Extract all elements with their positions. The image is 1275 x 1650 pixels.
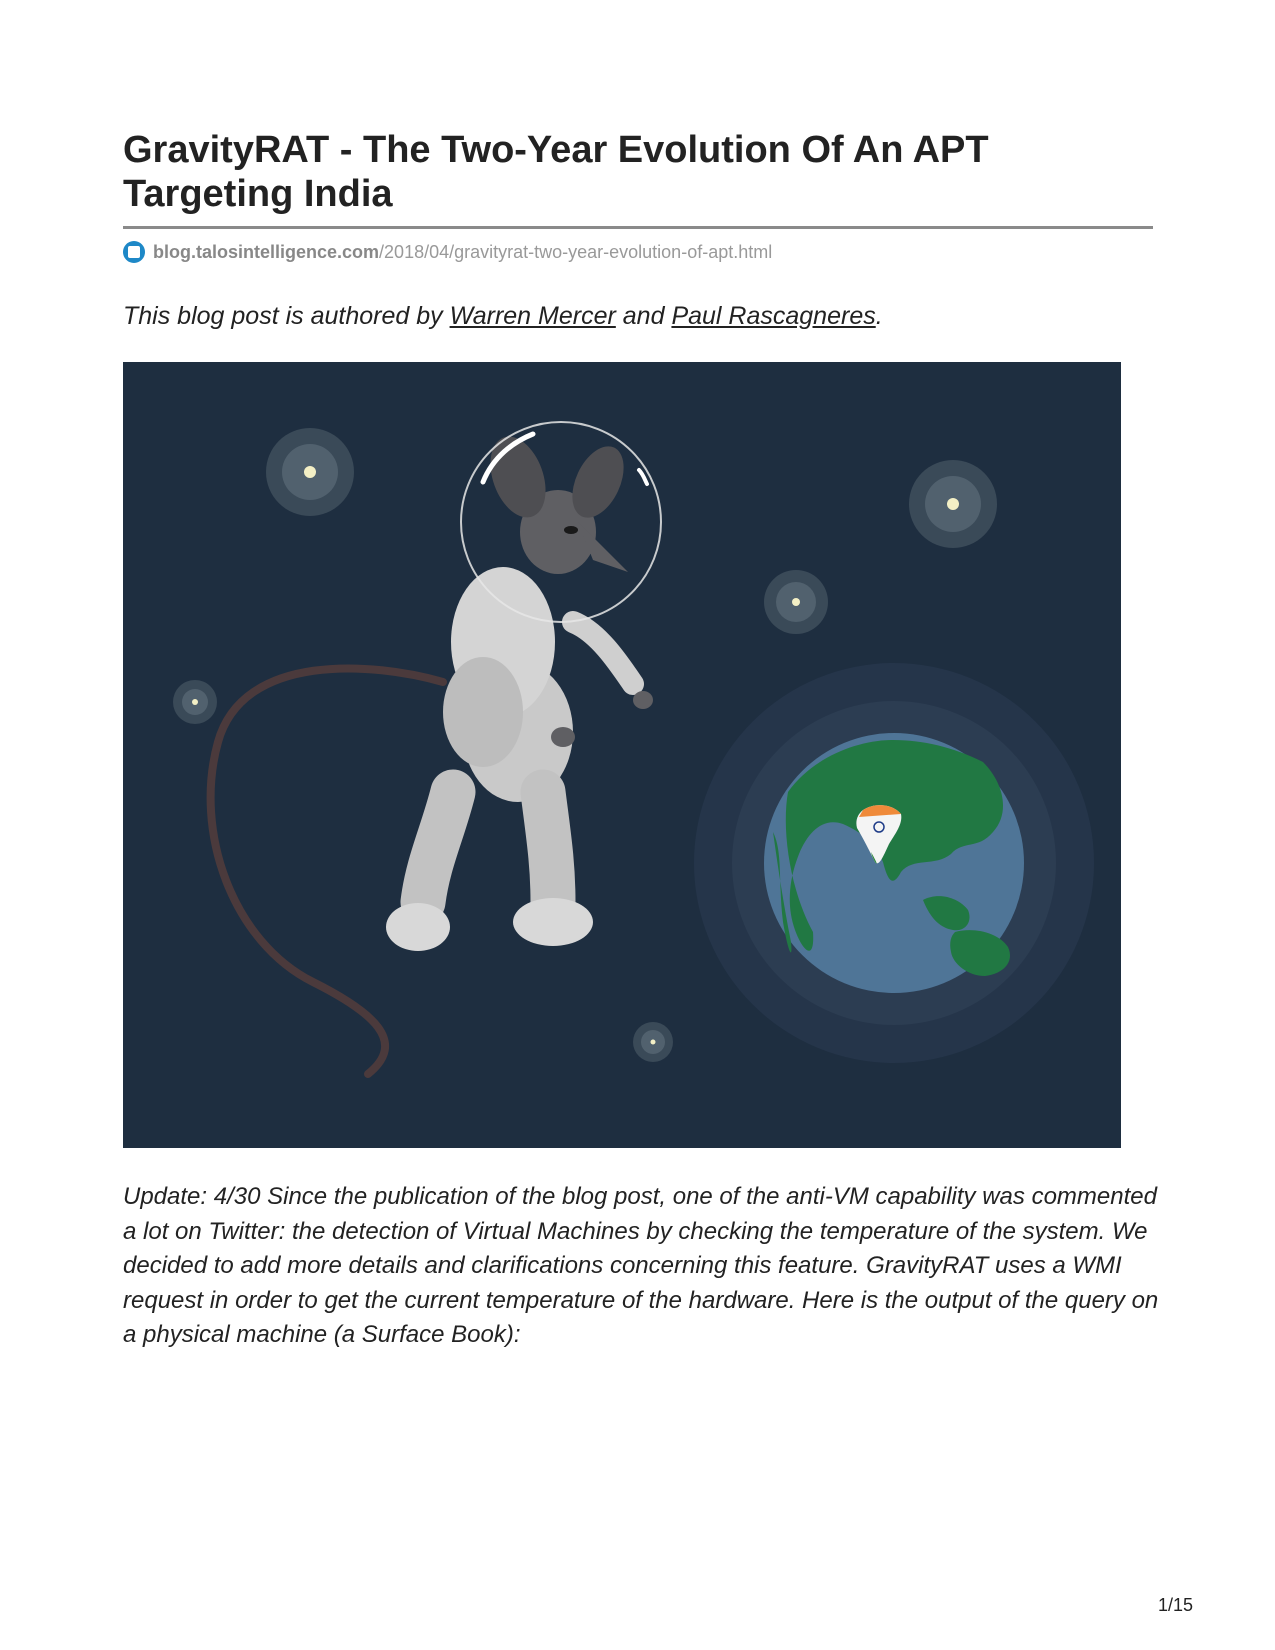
article-title: GravityRAT - The Two-Year Evolution Of An APT Targeting India	[123, 129, 989, 215]
byline-suffix: .	[875, 302, 883, 330]
star-icon	[266, 428, 354, 516]
talos-favicon-icon	[123, 241, 145, 263]
title-divider	[123, 226, 1153, 229]
source-url[interactable]	[123, 239, 772, 265]
source-domain: blog.talosintelligence.com	[153, 241, 380, 262]
update-paragraph: Update: 4/30 Since the publication of the blog post, one of the anti-VM capability was commented a lot on Twitter: the detection of Virtual Machines by checking the temperature of the system. We decided to add more details and clarifications concerning this feature. GravityRAT uses a WMI request in order to get the current temperature of the hardware. Here is the output of the query on a physical machine (a Surface Book):	[123, 1183, 1159, 1348]
page-number: 1/15	[1158, 1595, 1194, 1615]
author-link-warren-mercer[interactable]: Warren Mercer	[449, 302, 616, 330]
byline	[123, 302, 883, 331]
byline-joiner: and	[615, 302, 672, 330]
star-icon	[633, 1022, 673, 1062]
astronaut-rat-illustration	[123, 362, 1121, 1148]
earth-globe	[694, 663, 1094, 1063]
star-icon	[909, 460, 997, 548]
star-icon	[764, 570, 828, 634]
source-path: /2018/04/gravityrat-two-year-evolution-of-apt.html	[379, 241, 773, 262]
author-link-paul-rascagneres[interactable]: Paul Rascagneres	[671, 302, 876, 330]
byline-prefix: This blog post is authored by	[123, 302, 450, 330]
star-icon	[173, 680, 217, 724]
hero-illustration	[123, 362, 1121, 1148]
